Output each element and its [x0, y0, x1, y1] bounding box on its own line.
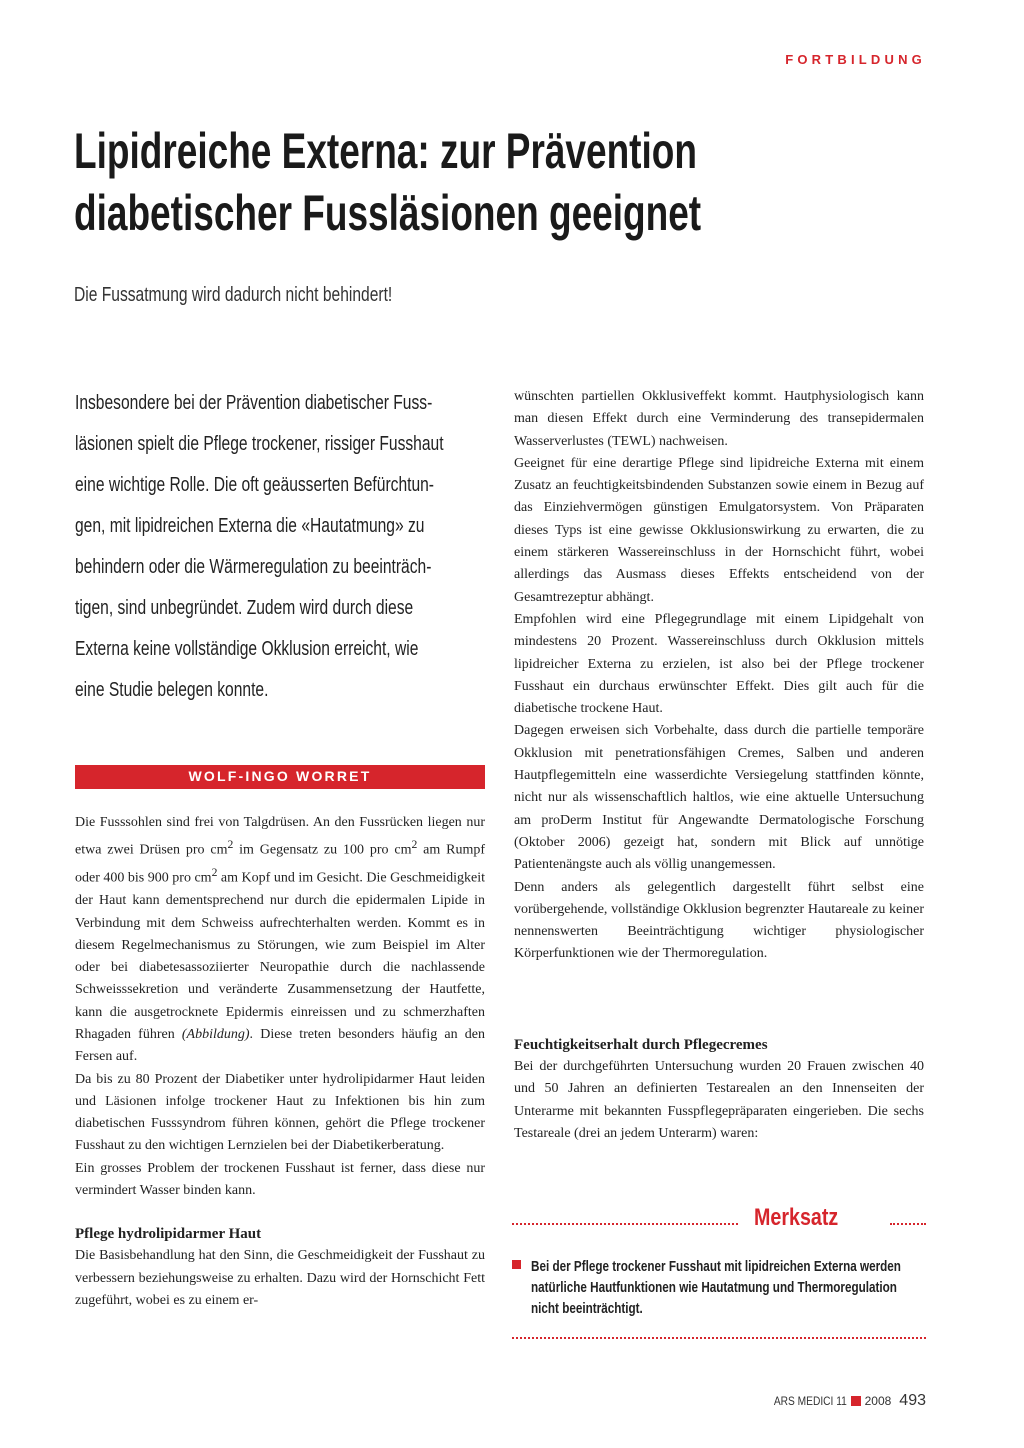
body-paragraph: Bei der durchgeführten Untersuchung wurden 20 Frauen zwischen 40 und 50 Jahren an definierten Testarealen an den Innenseiten der Unterarme mit bekannten Fusspflegepräparaten eingerieben. Die sechs Testareale (drei an jedem Unterarm) waren: [514, 1059, 924, 1141]
body-paragraph: Die Basisbehandlung hat den Sinn, die Geschmeidigkeit der Fusshaut zu verbessern beziehungsweise zu erhalten. Dazu wird der Hornschicht Fett zugeführt, wobei es zu einem er- [75, 1248, 485, 1308]
author-divider [75, 788, 485, 789]
page-footer [761, 1392, 926, 1410]
body-paragraph [75, 812, 485, 1069]
section-heading: Feuchtigkeitserhalt durch Pflegecremes [514, 1037, 768, 1053]
text-run: . Diese treten besonders häufig an den Fersen auf. [75, 1026, 485, 1065]
lead-line: eine Studie belegen konnte. [75, 679, 269, 701]
body-paragraph: Dagegen erweisen sich Vorbehalte, dass durch die partielle temporäre Okklusion mit penetrationsfähigen Cremes, Salben und anderen Hautpflegemitteln eine wasserdichte Versiegelung stattfinden könnte, nicht nur als wissenschaftlich haltlos, wie eine aktuelle Untersuchung am proDerm Institut für Angewandte Dermatologische Forschung (Oktober 2006) gezeigt hat, sondern mit Blick auf unnötige Patientenängste auch als völlig unangemessen. [514, 723, 924, 873]
figure-reference: (Abbildung) [181, 1026, 250, 1042]
body-paragraph: Geeignet für eine derartige Pflege sind lipidreiche Externa mit einem Zusatz an feuchtigkeitsbindenden Substanzen sowie einem in Bezug auf das Einziehvermögen günstigen Emulgatorsystem. Von Präparaten dieses Typs ist eine gewisse Okklusionswirkung zu erwarten, die zu einem stärkeren Wassereinschluss in der Hornschicht führt, wobei allerdings das Ausmass dieses Effekts entscheidend von der Gesamtrezeptur abhängt. [514, 455, 924, 605]
merksatz-text [531, 1256, 1005, 1319]
article-title [74, 120, 934, 244]
body-column-right [514, 386, 924, 966]
bullet-square-icon [512, 1260, 521, 1269]
merksatz-bottom-rule [512, 1337, 926, 1339]
superscript: 2 [211, 866, 218, 880]
merksatz-title-text: Merksatz [754, 1204, 839, 1231]
dotted-rule [512, 1223, 738, 1225]
page-number: 493 [899, 1392, 926, 1409]
body-paragraph: Empfohlen wird eine Pflegegrundlage mit einem Lipidgehalt von mindestens 20 Prozent. Wassereinschluss durch Okklusion mittels lipidreicher Externa zu erzielen, ist also bei der Pflege trockener Fusshaut ein durchaus erwünschter Effekt. Dies gilt auch für die diabetische trockene Haut. [514, 611, 924, 717]
lead-line: Insbesondere bei der Prävention diabetischer Fuss- [75, 392, 433, 414]
lead-line: behindern oder die Wärmeregulation zu beeinträch- [75, 556, 432, 578]
merksatz-header [512, 1204, 926, 1234]
square-separator-icon [851, 1396, 861, 1406]
superscript: 2 [227, 838, 234, 852]
text-run: Die Fusssohlen sind frei von Talgdrüsen. An den Fussrücken liegen nur etwa zwei Drüsen pro cm [75, 815, 485, 858]
merksatz-line: natürliche Hautfunktionen wie Hautatmung und Thermoregulation [531, 1279, 897, 1296]
section-heading: Pflege hydrolipidarmer Haut [75, 1226, 262, 1243]
journal-name: ARS MEDICI 11 [773, 1394, 847, 1408]
section-label: FORTBILDUNG [785, 52, 926, 67]
body-paragraph: Ein grosses Problem der trockenen Fusshaut ist ferner, dass diese nur vermindert Wasser binden kann. [75, 1160, 485, 1199]
body-column-left [75, 812, 485, 1312]
merksatz-line: Bei der Pflege trockener Fusshaut mit lipidreichen Externa werden [531, 1258, 901, 1275]
journal-year: 2008 [864, 1394, 892, 1408]
text-run: am Rumpf oder 400 bis 900 pro cm [75, 842, 485, 886]
lead-line: gen, mit lipidreichen Externa die «Hautatmung» zu [75, 515, 425, 537]
subtitle-text: Die Fussatmung wird dadurch nicht behindert! [74, 284, 393, 306]
body-paragraph: Da bis zu 80 Prozent der Diabetiker unter hydrolipidarmer Haut leiden und Läsionen infolge trockener Haut zu Infektionen bis hin zum diabetischen Fusssyndrom führen können, gehört die Pflege trockener Fusshaut zu den wichtigen Lernzielen bei der Diabetikerberatung. [75, 1071, 485, 1154]
lead-line: tigen, sind unbegründet. Zudem wird durch diese [75, 597, 414, 619]
article-subtitle [74, 284, 482, 307]
body-paragraph: wünschten partiellen Okklusiveffekt kommt. Hautphysiologisch kann man diesen Effekt durch eine Verminderung des transepidermalen Wasserverlustes (TEWL) nachweisen. [514, 389, 924, 449]
dotted-rule [890, 1223, 926, 1225]
lead-line: Externa keine vollständige Okklusion erreicht, wie [75, 638, 419, 660]
text-run: im Gegensatz zu 100 pro cm [233, 842, 412, 858]
superscript: 2 [411, 838, 418, 852]
body-paragraph: Denn anders als gelegentlich dargestellt führt selbst eine vorübergehende, vollständige Okklusion begrenzter Hautareale zu keiner nennenswerten Beeinträchtigung wichtiger physiologischer Körperfunktionen wie der Thermoregulation. [514, 879, 924, 962]
title-line-2: diabetischer Fussläsionen geeignet [74, 185, 702, 241]
body-column-right-lower [514, 1034, 924, 1145]
merksatz-line: nicht beeinträchtigt. [531, 1300, 643, 1317]
author-byline: WOLF-INGO WORRET [75, 765, 485, 788]
title-line-1: Lipidreiche Externa: zur Prävention [74, 123, 697, 179]
lead-line: eine wichtige Rolle. Die oft geäusserten Befürchtun- [75, 474, 435, 496]
merksatz-title [754, 1204, 857, 1232]
lead-line: läsionen spielt die Pflege trockener, rissiger Fusshaut [75, 433, 444, 455]
lead-paragraph [75, 383, 505, 711]
text-run: am Kopf und im Gesicht. Die Geschmeidigkeit der Haut kann dementsprechend nur durch die epidermalen Lipide in Verbindung mit dem Schweiss aufrechterhalten werden. Kommt es in diesem Regelmechanismus zu Störungen, wie zum Beispiel im Alter oder bei diabetesassoziierter Neuropathie durch die nachlassende Schweisssekretion und veränderte Zusammensetzung der Hautfette, kann die ausgetrocknete Epidermis einreissen und zu schmerzhaften Rhagaden führen [75, 870, 485, 1042]
